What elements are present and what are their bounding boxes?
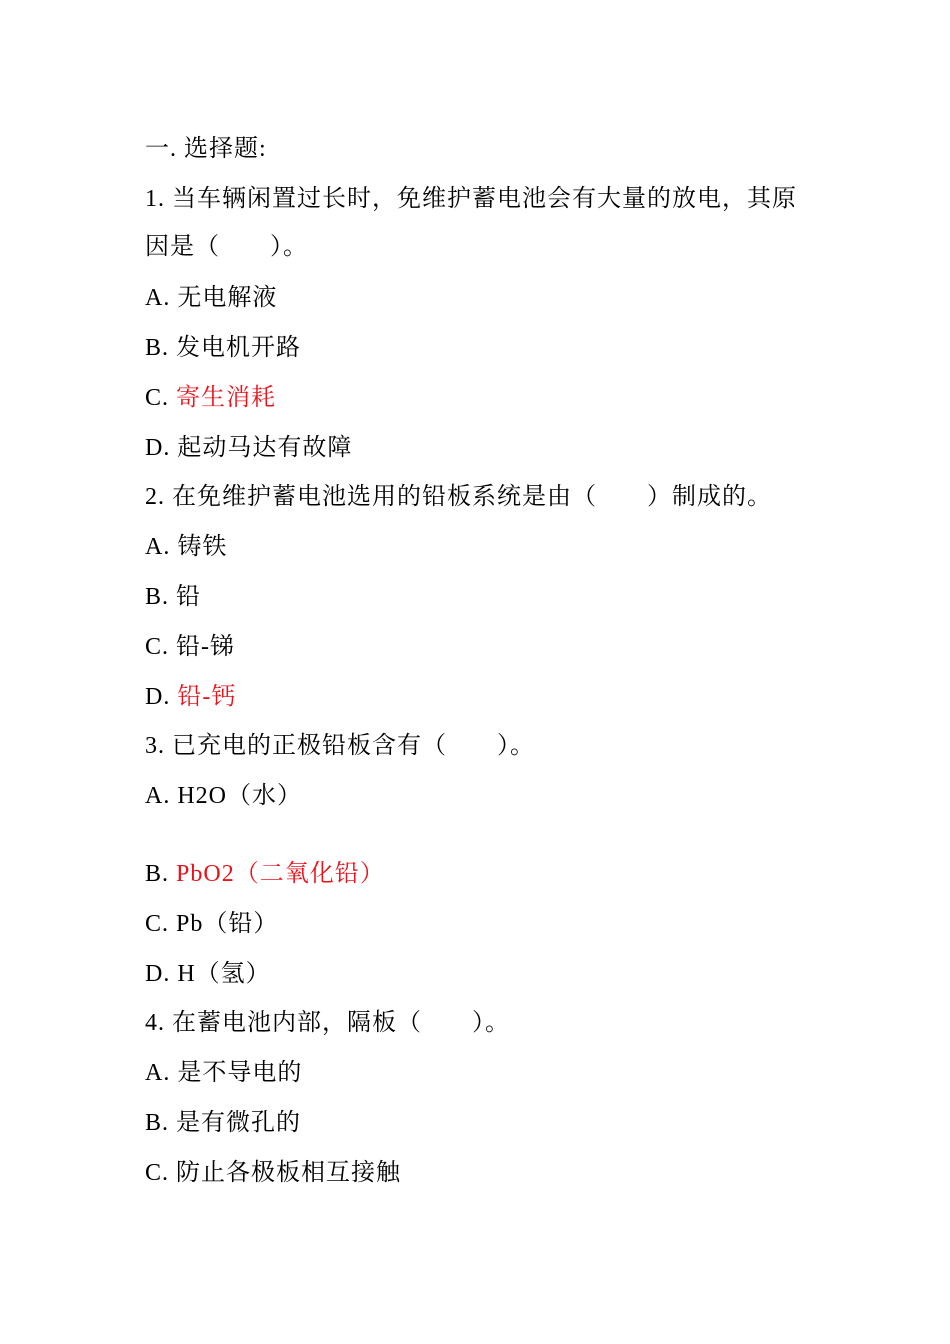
option-letter: C. [145, 1160, 170, 1186]
option-1c [145, 383, 276, 413]
correct-answer-text: 铅-钙 [177, 684, 237, 710]
question-text: 已充电的正极铅板含有（ ）。 [172, 733, 535, 759]
question-number: 1. [145, 186, 165, 212]
question-1-stem-continued: 因是（ ）。 [145, 234, 308, 260]
option-letter: A. [145, 1060, 171, 1086]
question-text: 当车辆闲置过长时，免维护蓄电池会有大量的放电，其原 [172, 186, 797, 212]
option-text: H2O（水） [177, 783, 303, 809]
option-text: Pb（铅） [176, 911, 279, 937]
option-text: H（氢） [177, 961, 271, 987]
question-number: 4. [145, 1010, 165, 1036]
option-letter: A. [145, 534, 171, 560]
option-text: 铸铁 [177, 534, 228, 560]
option-letter: B. [145, 584, 170, 610]
option-2d [145, 682, 236, 712]
question-text: 在免维护蓄电池选用的铅板系统是由（ ）制成的。 [172, 484, 772, 510]
question-number: 2. [145, 484, 165, 510]
option-letter: C. [145, 385, 170, 411]
option-4b [145, 1108, 301, 1138]
option-letter: C. [145, 911, 170, 937]
option-3d [145, 959, 271, 989]
question-3-stem [145, 731, 535, 761]
option-letter: A. [145, 783, 171, 809]
option-1d [145, 433, 352, 463]
question-2-stem [145, 482, 772, 512]
option-2b [145, 582, 201, 612]
option-2a [145, 532, 227, 562]
option-text: 是有微孔的 [176, 1110, 302, 1136]
question-4-stem [145, 1008, 510, 1038]
option-3b [145, 859, 385, 889]
option-1b [145, 333, 301, 363]
option-text: 防止各极板相互接触 [176, 1160, 402, 1186]
option-letter: D. [145, 435, 171, 461]
option-2c [145, 632, 235, 662]
option-4a [145, 1058, 302, 1088]
question-text: 在蓄电池内部，隔板（ ）。 [172, 1010, 510, 1036]
option-text: 发电机开路 [176, 335, 302, 361]
option-text: 是不导电的 [177, 1060, 303, 1086]
correct-answer-text: 寄生消耗 [176, 385, 277, 411]
option-letter: D. [145, 684, 171, 710]
option-3a [145, 781, 302, 811]
option-text: 铅 [176, 584, 202, 610]
question-1-stem [145, 184, 797, 214]
option-letter: A. [145, 285, 171, 311]
option-text: 无电解液 [177, 285, 278, 311]
question-number: 3. [145, 733, 165, 759]
option-text: 起动马达有故障 [177, 435, 353, 461]
option-3c [145, 909, 278, 939]
option-1a [145, 283, 277, 313]
option-letter: B. [145, 335, 170, 361]
option-letter: B. [145, 861, 170, 887]
option-letter: C. [145, 634, 170, 660]
section-title: 一. 选择题: [145, 136, 267, 162]
option-4c [145, 1158, 401, 1188]
option-letter: D. [145, 961, 171, 987]
option-letter: B. [145, 1110, 170, 1136]
correct-answer-text: PbO2（二氧化铅） [176, 861, 385, 887]
option-text: 铅-锑 [176, 634, 236, 660]
